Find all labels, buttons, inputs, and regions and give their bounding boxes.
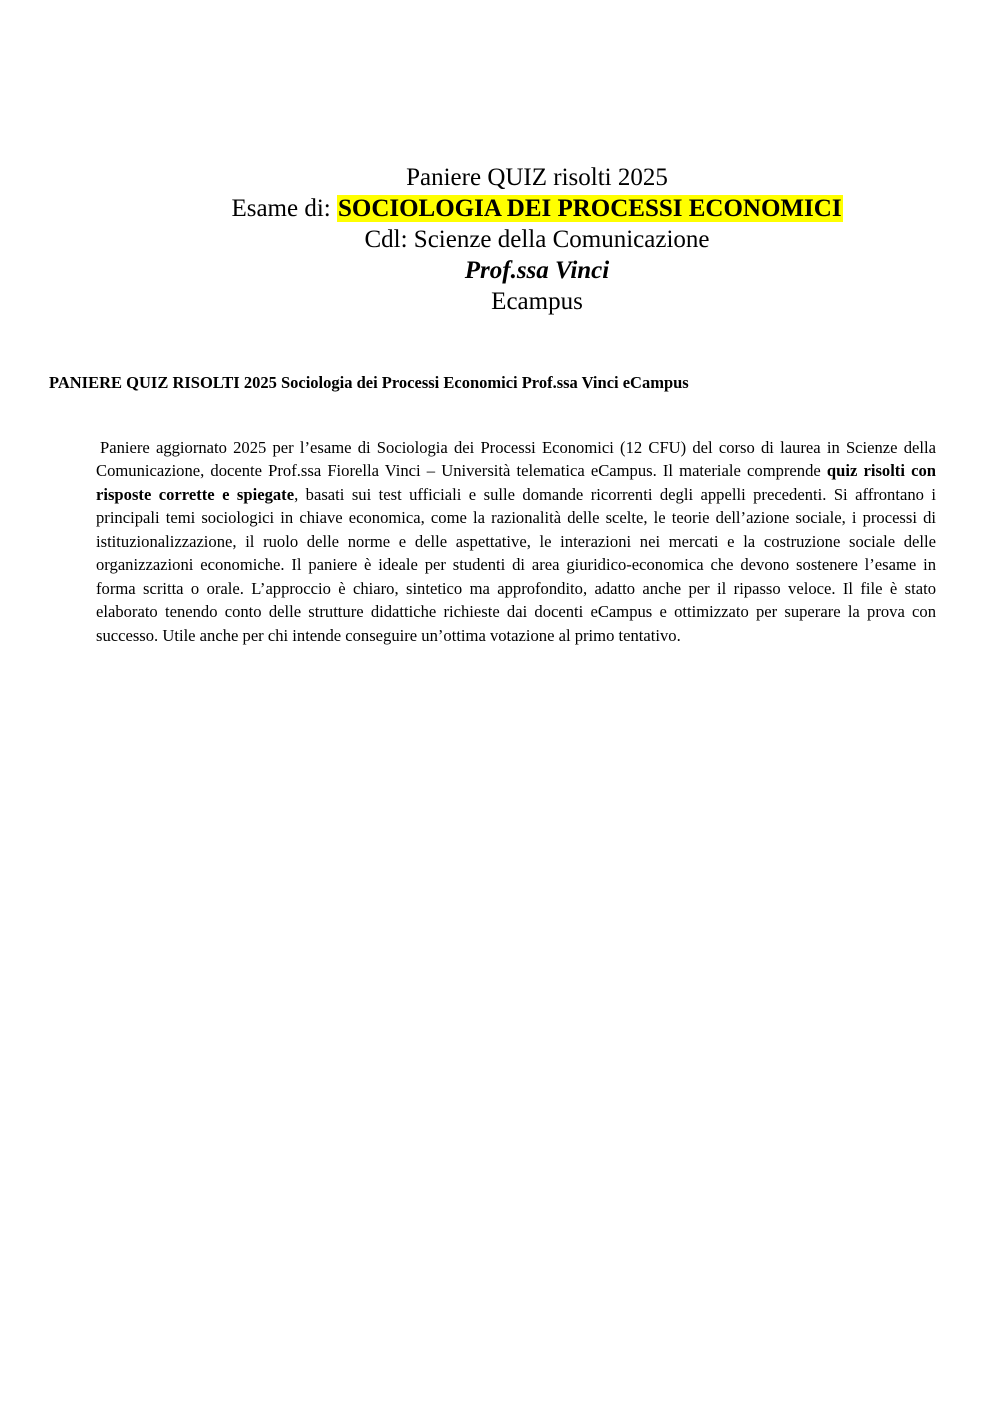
- university-line: Ecampus: [491, 288, 583, 315]
- section-heading: PANIERE QUIZ RISOLTI 2025 Sociologia dei Processi Economici Prof.ssa Vinci eCampus: [49, 373, 689, 392]
- description-part-1: Paniere aggiornato 2025 per l’esame di Sociologia dei Processi Economici (12 CFU) del corso di laurea in Scienze della Comunicazione, docente Prof.ssa Fiorella Vinci – Università telematica eCampus. Il materiale comprende: [96, 437, 936, 481]
- exam-prefix: Esame di:: [231, 195, 337, 222]
- exam-subject: SOCIOLOGIA DEI PROCESSI ECONOMICI: [337, 195, 842, 222]
- description-bold: quiz risolti con risposte corrette e spiegate: [96, 461, 936, 504]
- exam-line: [74, 193, 1000, 224]
- description-paragraph: [96, 436, 936, 648]
- title-block: [38, 162, 1000, 317]
- professor-line: Prof.ssa Vinci: [464, 257, 610, 284]
- description-part-2: , basati sui test ufficiali e sulle domande ricorrenti degli appelli precedenti. Si affrontano i principali temi sociologici in chiave economica, come la razionalità delle scelte, le teorie dell’azione sociale, i processi di istituzionalizzazione, il ruolo delle norme e delle aspettative, le interazioni nei mercati e la costruzione sociale delle organizzazioni economiche. Il paniere è ideale per studenti di area giuridico-economica che devono sostenere l’esame in forma scritta o orale. L’approccio è chiaro, sintetico ma approfondito, adatto anche per il ripasso veloce. Il file è stato elaborato tenendo conto delle strutture didattiche richieste dai docenti eCampus e ottimizzato per superare la prova con successo. Utile anche per chi intende conseguire un’ottima votazione al primo tentativo.: [96, 484, 936, 645]
- document-title: Paniere QUIZ risolti 2025: [406, 164, 668, 191]
- cdl-line: Cdl: Scienze della Comunicazione: [364, 226, 710, 253]
